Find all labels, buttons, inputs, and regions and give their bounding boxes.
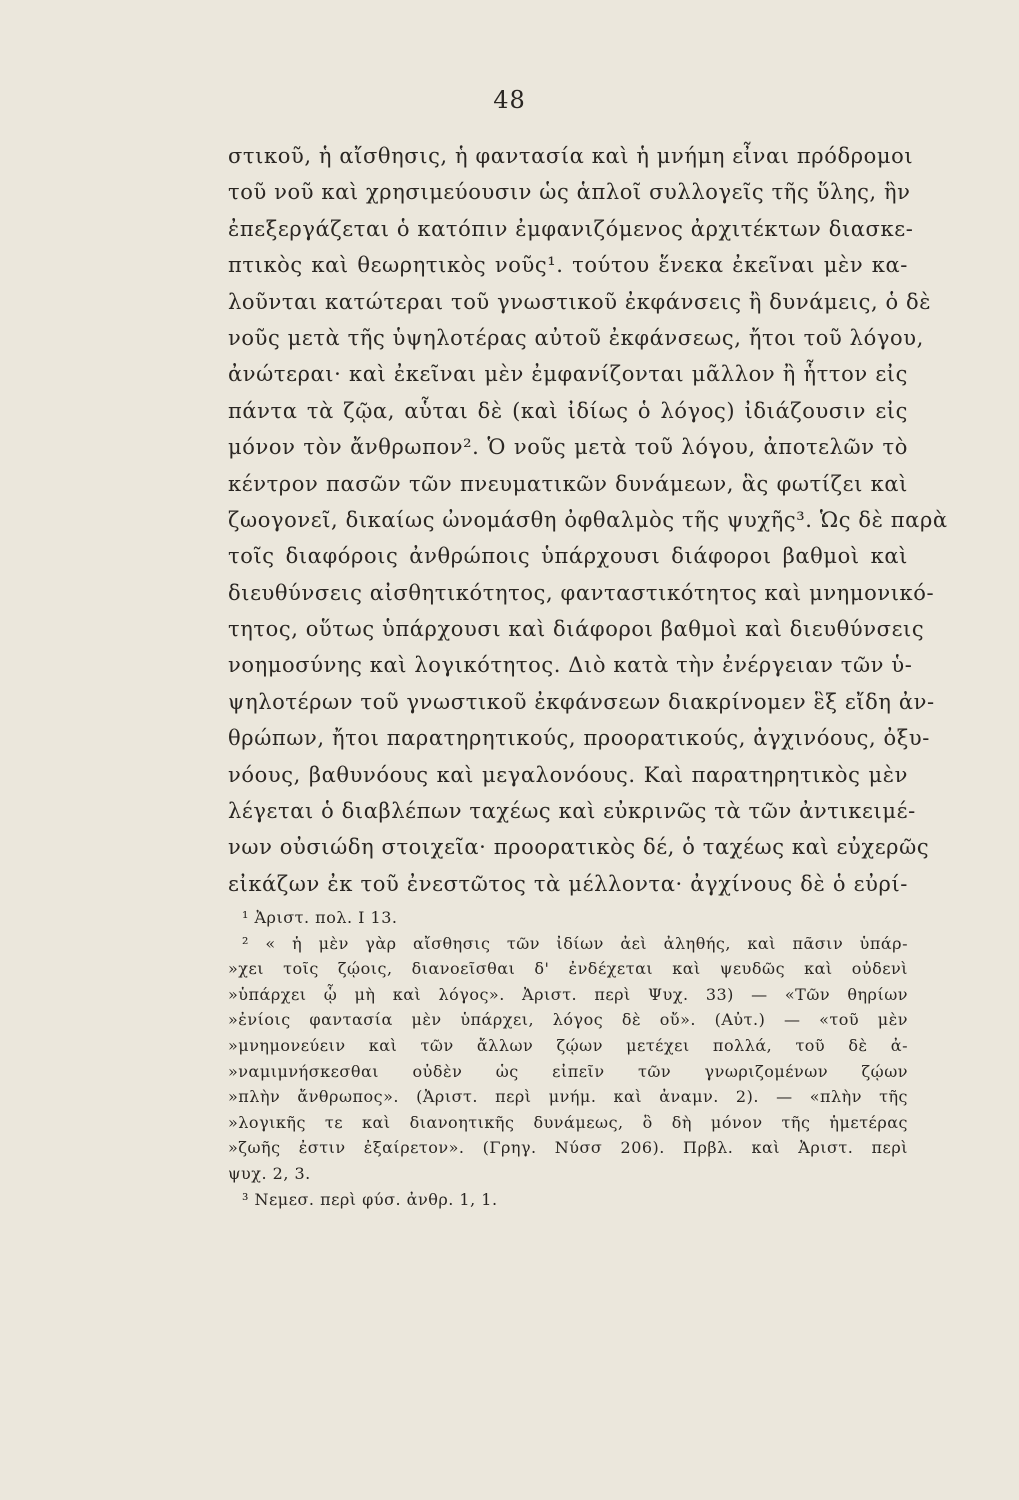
footnote-line: ¹ Ἀριστ. πολ. Ι 13.	[242, 908, 398, 927]
text-line: κέντρον πασῶν τῶν πνευματικῶν δυνάμεων, ἃς φωτίζει καὶ	[228, 471, 908, 496]
text-line: μόνον τὸν ἄνθρωπον². Ὁ νοῦς μετὰ τοῦ λόγου, ἀποτελῶν τὸ	[228, 435, 908, 460]
footnote-line: ψυχ. 2, 3.	[228, 1163, 311, 1183]
footnote-line: »λογικῆς τε καὶ διανοητικῆς δυνάμεως, ὃ δὴ μόνον τῆς ἡμετέρας	[228, 1112, 908, 1132]
text-line: πτικὸς καὶ θεωρητικὸς νοῦς¹. τούτου ἕνεκα ἐκεῖναι μὲν κα-	[228, 253, 908, 278]
page-number: 48	[493, 86, 526, 114]
text-line: θρώπων, ἤτοι παρατηρητικούς, προορατικούς, ἀγχινόους, ὀξυ-	[228, 726, 930, 751]
text-line: ἐπεξεργάζεται ὁ κατόπιν ἐμφανιζόμενος ἀρχιτέκτων διασκε-	[228, 216, 914, 241]
footnote-line: »ἐνίοις φαντασία μὲν ὑπάρχει, λόγος δὲ οὔ». (Αὐτ.) — «τοῦ μὲν	[228, 1010, 908, 1030]
text-line: λοῦνται κατώτεραι τοῦ γνωστικοῦ ἐκφάνσεις ἢ δυνάμεις, ὁ δὲ	[228, 289, 932, 314]
footnote-line: ² « ἡ μὲν γὰρ αἴσθησις τῶν ἰδίων ἀεὶ ἀληθής, καὶ πᾶσιν ὑπάρ-	[242, 933, 908, 953]
footnote-line: »χει τοῖς ζῴοις, διανοεῖσθαι δ' ἐνδέχεται καὶ ψευδῶς καὶ οὐδενὶ	[228, 959, 908, 979]
footnote-line: »ναμιμνήσκεσθαι οὐδὲν ὡς εἰπεῖν τῶν γνωριζομένων ζῴων	[228, 1061, 908, 1081]
text-line: ψηλοτέρων τοῦ γνωστικοῦ ἐκφάνσεων διακρίνομεν ἓξ εἴδη ἀν-	[228, 689, 935, 714]
footnote-line: »ὑπάρχει ᾧ μὴ καὶ λόγος». Ἀριστ. περὶ Ψυχ. 33) — «Τῶν θηρίων	[228, 984, 908, 1004]
text-line: διευθύνσεις αἰσθητικότητος, φανταστικότητος καὶ μνημονικό-	[228, 580, 935, 605]
footnotes	[228, 905, 908, 1212]
footnote-line: »μνημονεύειν καὶ τῶν ἄλλων ζῴων μετέχει πολλά, τοῦ δὲ ἀ-	[228, 1035, 908, 1055]
footnote-line: ³ Νεμεσ. περὶ φύσ. ἀνθρ. 1, 1.	[242, 1189, 498, 1209]
text-line: νόους, βαθυνόους καὶ μεγαλονόους. Καὶ παρατηρητικὸς μὲν	[228, 762, 908, 787]
text-line: ἀνώτεραι· καὶ ἐκεῖναι μὲν ἐμφανίζονται μᾶλλον ἢ ἧττον εἰς	[228, 362, 908, 387]
main-text	[228, 138, 948, 902]
text-line: νοημοσύνης καὶ λογικότητος. Διὸ κατὰ τὴν ἐνέργειαν τῶν ὑ-	[228, 653, 913, 678]
footnote-line: »πλὴν ἄνθρωπος». (Ἀριστ. περὶ μνήμ. καὶ ἀναμν. 2). — «πλὴν τῆς	[228, 1087, 908, 1107]
text-line: πάντα τὰ ζῷα, αὗται δὲ (καὶ ἰδίως ὁ λόγος) ἰδιάζουσιν εἰς	[228, 398, 908, 423]
text-line: τοῖς διαφόροις ἀνθρώποις ὑπάρχουσι διάφοροι βαθμοὶ καὶ	[228, 544, 908, 569]
text-line: τητος, οὕτως ὑπάρχουσι καὶ διάφοροι βαθμοὶ καὶ διευθύνσεις	[228, 617, 925, 642]
text-line: στικοῦ, ἡ αἴσθησις, ἡ φαντασία καὶ ἡ μνήμη εἶναι πρόδρομοι	[228, 144, 914, 168]
text-line: λέγεται ὁ διαβλέπων ταχέως καὶ εὐκρινῶς τὰ τῶν ἀντικειμέ-	[228, 799, 916, 824]
footnote-line: »ζωῆς ἐστιν ἐξαίρετον». (Γρηγ. Νύσσ 206). Πρβλ. καὶ Ἀριστ. περὶ	[228, 1138, 908, 1158]
text-line: εἰκάζων ἐκ τοῦ ἐνεστῶτος τὰ μέλλοντα· ἀγχίνους δὲ ὁ εὐρί-	[228, 871, 908, 896]
text-line: νων οὐσιώδη στοιχεῖα· προορατικὸς δέ, ὁ ταχέως καὶ εὐχερῶς	[228, 835, 930, 860]
text-line: τοῦ νοῦ καὶ χρησιμεύουσιν ὡς ἁπλοῖ συλλογεῖς τῆς ὕλης, ἣν	[228, 180, 911, 205]
text-line: νοῦς μετὰ τῆς ὑψηλοτέρας αὐτοῦ ἐκφάνσεως, ἤτοι τοῦ λόγου,	[228, 325, 924, 350]
text-line: ζωογονεῖ, δικαίως ὠνομάσθη ὀφθαλμὸς τῆς ψυχῆς³. Ὡς δὲ παρὰ	[228, 507, 948, 532]
